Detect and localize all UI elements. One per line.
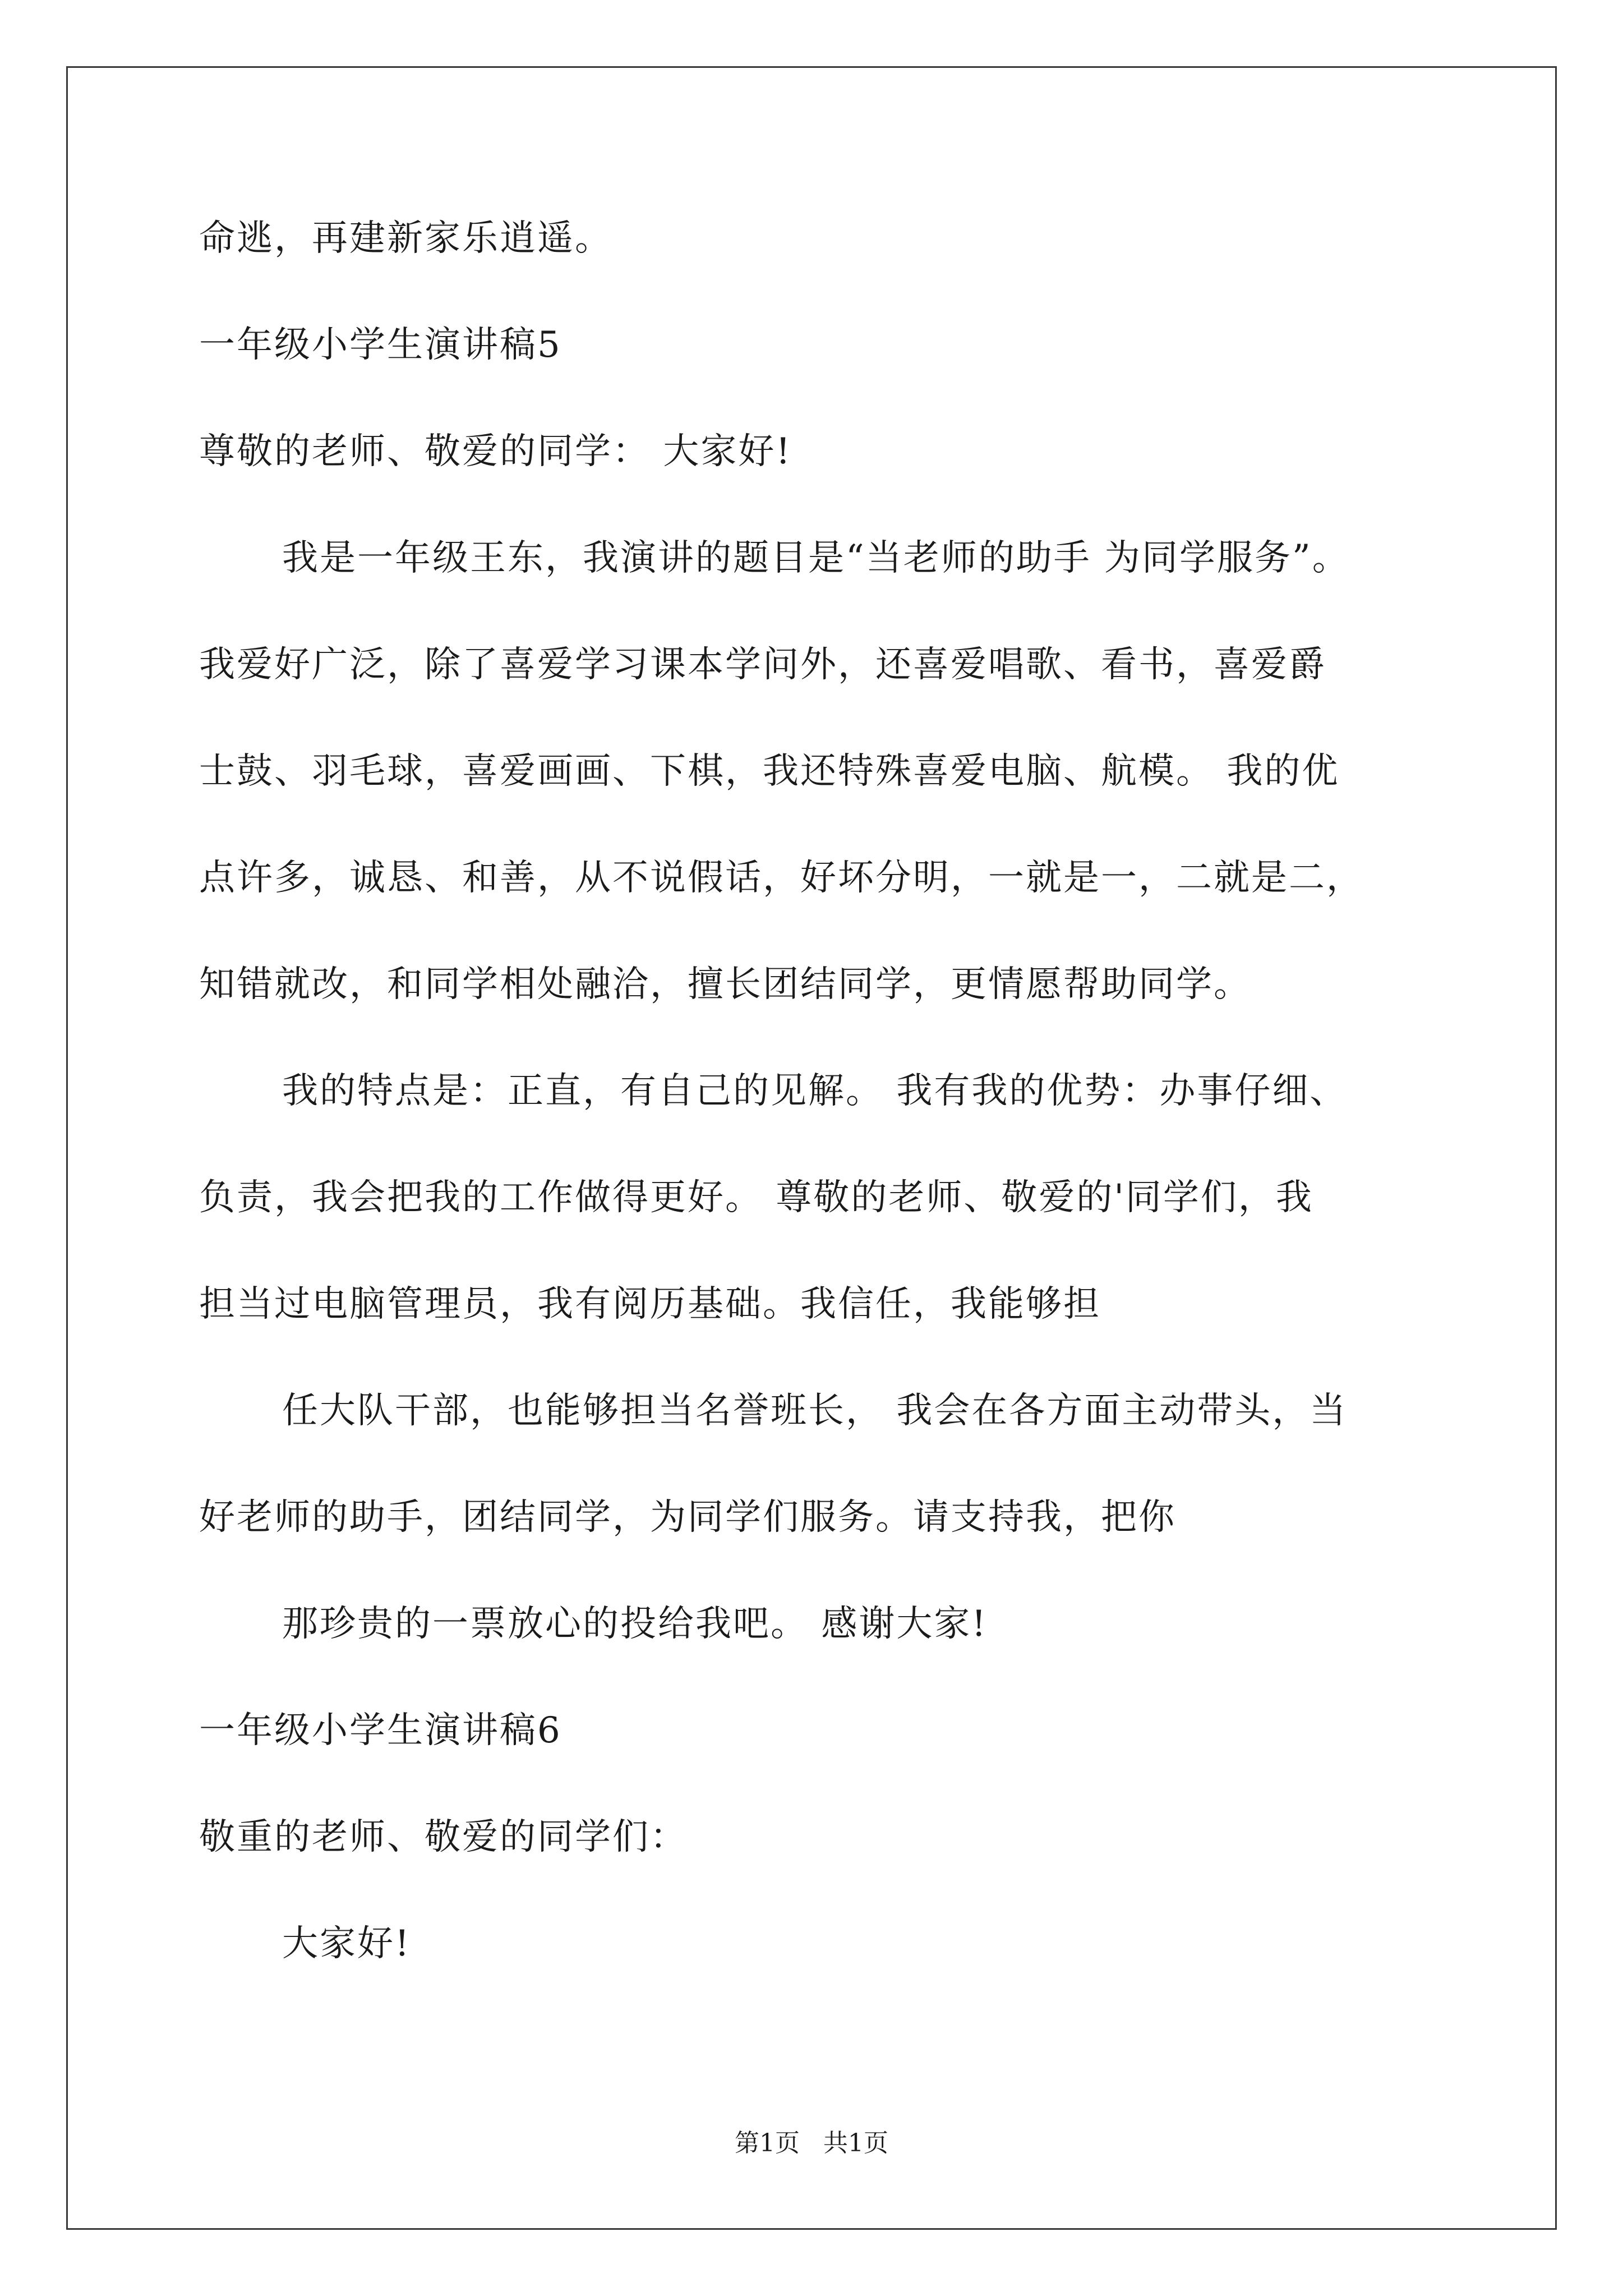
greeting-line: 大家好! bbox=[282, 1923, 411, 1964]
page-number-total: 共1页 bbox=[823, 2129, 888, 2157]
paragraph-line: 我是一年级王东，我演讲的题目是“当老师的助手 为同学服务”。 bbox=[282, 537, 1350, 579]
paragraph-line: 知错就改，和同学相处融洽，擅长团结同学，更情愿帮助同学。 bbox=[199, 964, 1251, 1005]
paragraph-line: 我的特点是：正直，有自己的见解。 我有我的优势：办事仔细、 bbox=[282, 1070, 1348, 1112]
paragraph-line: 负责，我会把我的工作做得更好。 尊敬的老师、敬爱的'同学们，我 bbox=[199, 1177, 1313, 1218]
paragraph-line: 那珍贵的一票放心的投给我吧。 感谢大家! bbox=[282, 1603, 988, 1645]
text-line: 命逃，再建新家乐逍遥。 bbox=[199, 218, 612, 259]
paragraph-line: 点许多，诚恳、和善，从不说假话，好坏分明，一就是一，二就是二， bbox=[199, 857, 1364, 899]
page-footer bbox=[0, 2128, 1623, 2159]
salutation: 尊敬的老师、敬爱的同学： 大家好! bbox=[199, 431, 792, 472]
paragraph-line: 士鼓、羽毛球，喜爱画画、下棋，我还特殊喜爱电脑、航模。 我的优 bbox=[199, 751, 1340, 792]
salutation: 敬重的老师、敬爱的同学们： bbox=[199, 1816, 688, 1858]
section-heading: 一年级小学生演讲稿6 bbox=[199, 1710, 562, 1751]
section-heading: 一年级小学生演讲稿5 bbox=[199, 324, 562, 366]
paragraph-line: 担当过电脑管理员，我有阅历基础。我信任，我能够担 bbox=[199, 1283, 1101, 1325]
paragraph-line: 我爱好广泛，除了喜爱学习课本学问外，还喜爱唱歌、看书，喜爱爵 bbox=[199, 644, 1326, 685]
paragraph-line: 任大队干部，也能够担当名誉班长， 我会在各方面主动带头，当 bbox=[282, 1390, 1348, 1432]
page-border bbox=[66, 66, 1557, 2230]
paragraph-line: 好老师的助手，团结同学，为同学们服务。请支持我，把你 bbox=[199, 1497, 1176, 1538]
page-number-current: 第1页 bbox=[735, 2129, 800, 2157]
